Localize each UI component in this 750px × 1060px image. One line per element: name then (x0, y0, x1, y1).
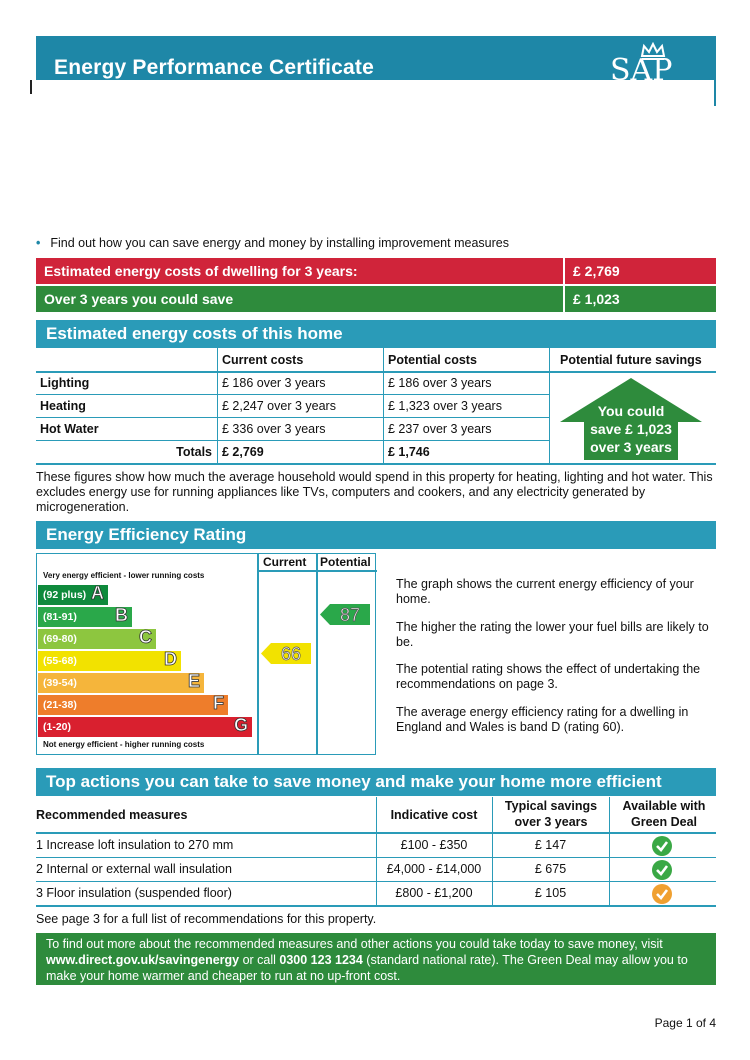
efficiency-para-4: The average energy efficiency rating for a dwelling in England and Wales is band D (rating 60). (396, 705, 689, 734)
intro-text: Find out how you can save energy and money by installing improvement measures (50, 236, 509, 250)
band-f-letter: F (213, 693, 224, 713)
bottom-efficiency-label: Not energy efficient - higher running costs (43, 740, 205, 749)
col-future-savings: Potential future savings (560, 353, 702, 367)
row-heating-potential: £ 1,323 over 3 years (388, 399, 502, 413)
more-info-box (36, 933, 716, 985)
summary-cost-label: Estimated energy costs of dwelling for 3 years: (36, 258, 563, 284)
costs-section-title: Estimated energy costs of this home (36, 320, 716, 348)
measure-1-cost: £100 - £350 (400, 838, 468, 852)
band-d-letter: D (164, 649, 177, 669)
summary-saving-value: £ 1,023 (565, 286, 716, 312)
band-d: (55-68) D (38, 651, 181, 671)
col-green-deal: Available with Green Deal (622, 799, 706, 829)
row-lighting-potential: £ 186 over 3 years (388, 376, 492, 390)
measure-2-saving: £ 675 (534, 862, 567, 876)
green-deal-check-icon (652, 884, 672, 904)
page-number: Page 1 of 4 (654, 1016, 716, 1030)
total-current: £ 2,769 (222, 445, 264, 459)
efficiency-section-title: Energy Efficiency Rating (36, 521, 716, 549)
measure-2-name: 2 Internal or external wall insulation (36, 862, 232, 876)
total-potential: £ 1,746 (388, 445, 430, 459)
col-indicative-cost: Indicative cost (390, 808, 478, 822)
actions-section-title: Top actions you can take to save money and make your home more efficient (36, 768, 716, 796)
band-e-letter: E (187, 671, 200, 691)
col-typical-savings: Typical savings over 3 years (504, 799, 598, 829)
band-g-letter: G (233, 715, 248, 735)
summary-saving-label: Over 3 years you could save (36, 286, 563, 312)
more-info-line2: www.direct.gov.uk/savingenergy or call 0300 123 1234 (standard national rate). The Green Deal may allow you to (46, 953, 688, 967)
bullet-dot-icon: • (36, 236, 41, 250)
current-rating-value: 66 (280, 644, 302, 664)
efficiency-para-2: The higher the rating the lower your fuel bills are likely to be. (396, 620, 709, 649)
measure-3-name: 3 Floor insulation (suspended floor) (36, 886, 232, 900)
costs-note: These figures show how much the average household would spend in this property for heating, lighting and hot water. This excludes energy use for running appliances like TVs, computers and cookers, and any electricity generated by microgeneration. (36, 470, 713, 514)
row-heating-current: £ 2,247 over 3 years (222, 399, 336, 413)
more-info-line1: To find out more about the recommended measures and other actions you could take today to save money, visit (46, 937, 663, 951)
potential-rating-value: 87 (339, 605, 361, 625)
page-title: Energy Performance Certificate (54, 56, 374, 79)
measure-1-saving: £ 147 (534, 838, 567, 852)
row-hotwater-label: Hot Water (40, 422, 99, 436)
row-lighting-current: £ 186 over 3 years (222, 376, 326, 390)
col-current-costs: Current costs (222, 353, 304, 367)
see-page-note: See page 3 for a full list of recommendations for this property. (36, 912, 377, 926)
top-efficiency-label: Very energy efficient - lower running costs (43, 571, 205, 580)
totals-label: Totals (176, 445, 212, 459)
col-current-header: Current (263, 555, 307, 569)
col-potential-header: Potential (320, 555, 371, 569)
green-deal-check-icon (652, 860, 672, 880)
band-c-letter: C (139, 627, 152, 647)
savings-arrow-line3: over 3 years (590, 439, 672, 455)
row-heating-label: Heating (40, 399, 86, 413)
measure-3-saving: £ 105 (534, 886, 567, 900)
band-e: (39-54) E (38, 673, 204, 693)
band-b: (81-91) B (38, 607, 132, 627)
savings-arrow-line2: save £ 1,023 (590, 421, 672, 437)
col-recommended-measures: Recommended measures (36, 808, 188, 822)
band-c: (69-80) C (38, 629, 156, 649)
measure-1-name: 1 Increase loft insulation to 270 mm (36, 838, 234, 852)
savings-arrow-line1: You could (597, 403, 665, 419)
band-b-letter: B (115, 605, 128, 625)
col-potential-costs: Potential costs (388, 353, 477, 367)
row-hotwater-current: £ 336 over 3 years (222, 422, 326, 436)
svg-text:SAP: SAP (610, 53, 673, 80)
measure-2-cost: £4,000 - £14,000 (386, 862, 482, 876)
band-a-letter: A (91, 583, 104, 603)
efficiency-para-3: The potential rating shows the effect of undertaking the recommendations on page 3. (396, 662, 701, 691)
band-a: (92 plus) A (38, 585, 108, 605)
green-deal-check-icon (652, 836, 672, 856)
savingenergy-link[interactable]: www.direct.gov.uk/savingenergy (46, 953, 240, 967)
more-info-line3: make your home warmer and cheaper to run at no up-front cost. (46, 969, 401, 983)
row-lighting-label: Lighting (40, 376, 90, 390)
efficiency-para-1: The graph shows the current energy efficiency of your home. (396, 577, 694, 606)
band-f: (21-38) F (38, 695, 228, 715)
row-hotwater-potential: £ 237 over 3 years (388, 422, 492, 436)
phone-number: 0300 123 1234 (279, 953, 363, 967)
band-g: (1-20) G (38, 717, 252, 737)
measure-3-cost: £800 - £1,200 (395, 886, 473, 900)
summary-cost-value: £ 2,769 (565, 258, 716, 284)
